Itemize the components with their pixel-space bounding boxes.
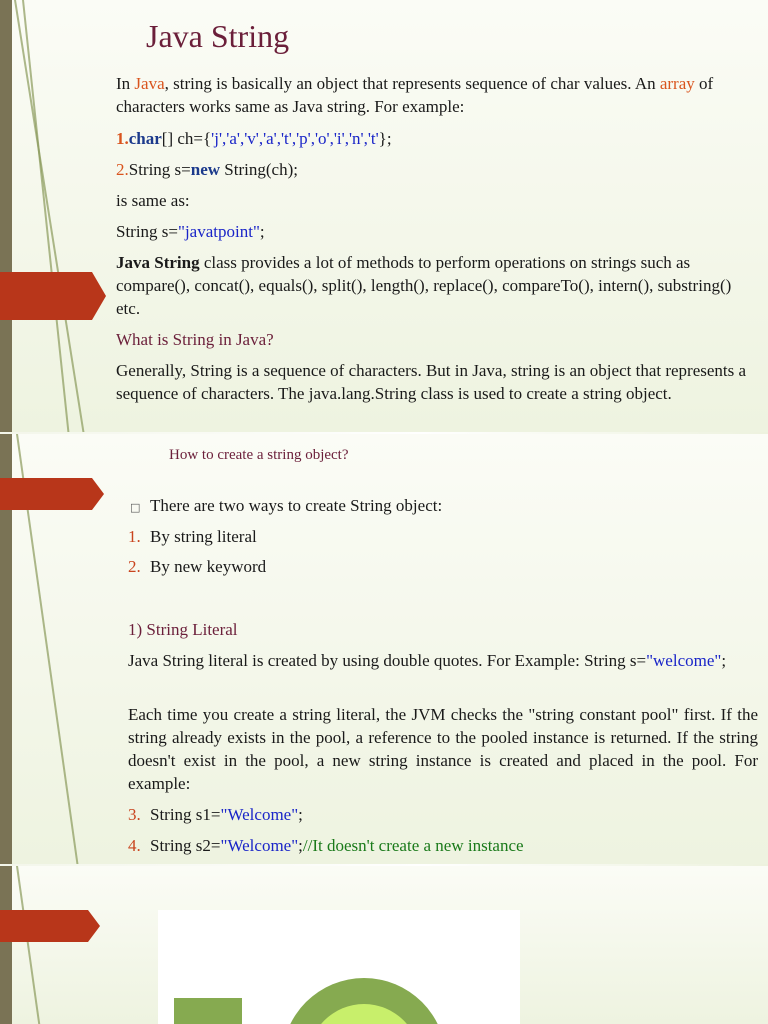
methods-paragraph: Java String class provides a lot of methods to perform operations on strings such as compare(), concat(), equals(), split(), length(), replace(), compareTo(), intern(), substring() etc.	[116, 253, 732, 318]
definition-paragraph: Generally, String is a sequence of characters. But in Java, string is an object that represents a sequence of characters. The java.lang.String class is used to create a string object.	[116, 361, 747, 403]
diagram-panel	[158, 910, 520, 1024]
pool-paragraph: Each time you create a string literal, the JVM checks the "string constant pool" first. If the string already exists in the pool, a reference to the pooled instance is returned. If the string doesn't exist in the pool, a new string instance is created and placed in the pool. For example:	[128, 705, 758, 793]
slide-2	[0, 434, 768, 864]
decorative-stem	[22, 0, 70, 432]
code-line-3: String s="javatpoint";	[116, 222, 265, 241]
ribbon-arrow	[0, 910, 106, 942]
slide-1	[0, 0, 768, 432]
code-line-1: 1.char[] ch={'j','a','v','a','t','p','o','i','n','t'};	[116, 129, 392, 148]
literal-paragraph: Java String literal is created by using double quotes. For Example: String s="welcome";	[128, 651, 727, 670]
bullet-icon: □	[130, 501, 141, 514]
slide-3	[0, 866, 768, 1024]
decorative-stem	[16, 866, 46, 1024]
decorative-stem	[14, 0, 85, 432]
code-line-2: 2.String s=new String(ch);	[116, 160, 298, 179]
left-accent-bar	[0, 866, 12, 1024]
list-item: 1. By string literal	[128, 527, 257, 546]
intro-paragraph: In Java, string is basically an object that represents sequence of char values. An array of characters works same as Java string. For example:	[116, 74, 714, 116]
slide-heading: How to create a string object?	[169, 447, 349, 463]
same-as-text: is same as:	[116, 191, 190, 210]
slide-title: Java String	[146, 18, 290, 54]
left-accent-bar	[0, 0, 12, 432]
diagram-square	[174, 998, 242, 1024]
list-item: 2. By new keyword	[128, 557, 267, 576]
section-heading: What is String in Java?	[116, 330, 274, 349]
diagram-graphic	[158, 910, 520, 1024]
code-item: 3. String s1="Welcome";	[128, 805, 303, 824]
ribbon-arrow	[0, 272, 106, 320]
bullet-item: □ There are two ways to create String object:	[130, 494, 758, 519]
subheading: 1) String Literal	[128, 620, 238, 639]
ribbon-arrow	[0, 478, 106, 510]
code-item: 4. String s2="Welcome";//It doesn't create a new instance	[128, 836, 524, 855]
